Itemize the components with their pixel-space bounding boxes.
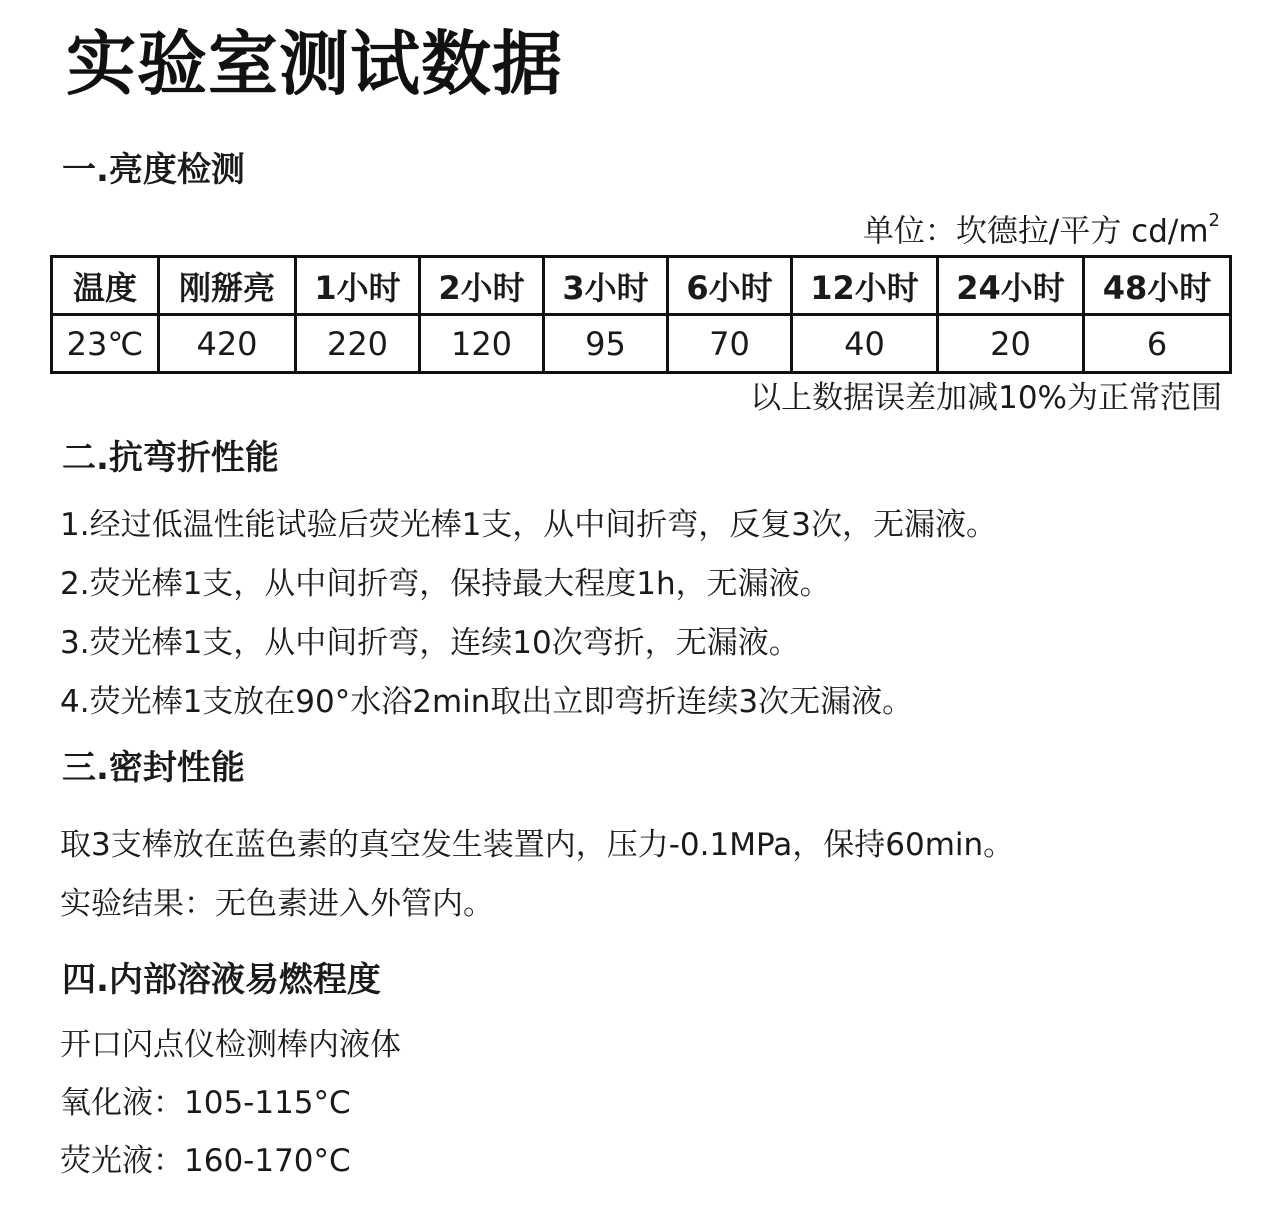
bending-line: 2.荧光棒1支，从中间折弯，保持最大程度1h，无漏液。 [60, 566, 831, 602]
table-cell: 23℃ [52, 315, 159, 373]
sealing-line: 取3支棒放在蓝色素的真空发生装置内，压力-0.1MPa，保持60min。 [60, 827, 1015, 863]
page-title: 实验室测试数据 [66, 23, 563, 105]
section-heading-sealing: 三.密封性能 [62, 748, 245, 788]
unit-text: 单位：坎德拉/平方 cd/m [862, 213, 1209, 250]
table-cell: 220 [296, 315, 420, 373]
table-header-cell: 2小时 [420, 257, 544, 315]
table-header-cell: 刚掰亮 [159, 257, 296, 315]
table-header-cell: 3小时 [544, 257, 668, 315]
table-cell: 120 [420, 315, 544, 373]
bending-line: 3.荧光棒1支，从中间折弯，连续10次弯折，无漏液。 [60, 625, 800, 661]
sealing-line: 实验结果：无色素进入外管内。 [60, 886, 494, 922]
flammability-line: 氧化液：105-115°C [60, 1085, 351, 1121]
table-cell: 40 [792, 315, 938, 373]
table-header-cell: 6小时 [668, 257, 792, 315]
brightness-table [50, 255, 1232, 374]
table-header-cell: 温度 [52, 257, 159, 315]
table-cell: 70 [668, 315, 792, 373]
table-header-cell: 12小时 [792, 257, 938, 315]
table-row [52, 315, 1231, 373]
unit-superscript: 2 [1208, 210, 1220, 231]
table-cell: 420 [159, 315, 296, 373]
table-cell: 6 [1084, 315, 1231, 373]
table-header-cell: 48小时 [1084, 257, 1231, 315]
flammability-line: 开口闪点仪检测棒内液体 [60, 1027, 401, 1063]
section-heading-brightness: 一.亮度检测 [62, 150, 245, 190]
table-header-cell: 1小时 [296, 257, 420, 315]
section-heading-flammability: 四.内部溶液易燃程度 [62, 960, 381, 1000]
bending-line: 4.荧光棒1支放在90°水浴2min取出立即弯折连续3次无漏液。 [60, 684, 914, 720]
flammability-line: 荧光液：160-170°C [60, 1143, 351, 1179]
table-cell: 20 [938, 315, 1084, 373]
table-header-row [52, 257, 1231, 315]
table-cell: 95 [544, 315, 668, 373]
bending-line: 1.经过低温性能试验后荧光棒1支，从中间折弯，反复3次，无漏液。 [60, 507, 998, 543]
error-note: 以上数据误差加减10%为正常范围 [750, 380, 1222, 416]
section-heading-bending: 二.抗弯折性能 [62, 438, 279, 478]
table-header-cell: 24小时 [938, 257, 1084, 315]
unit-label [863, 205, 1220, 251]
